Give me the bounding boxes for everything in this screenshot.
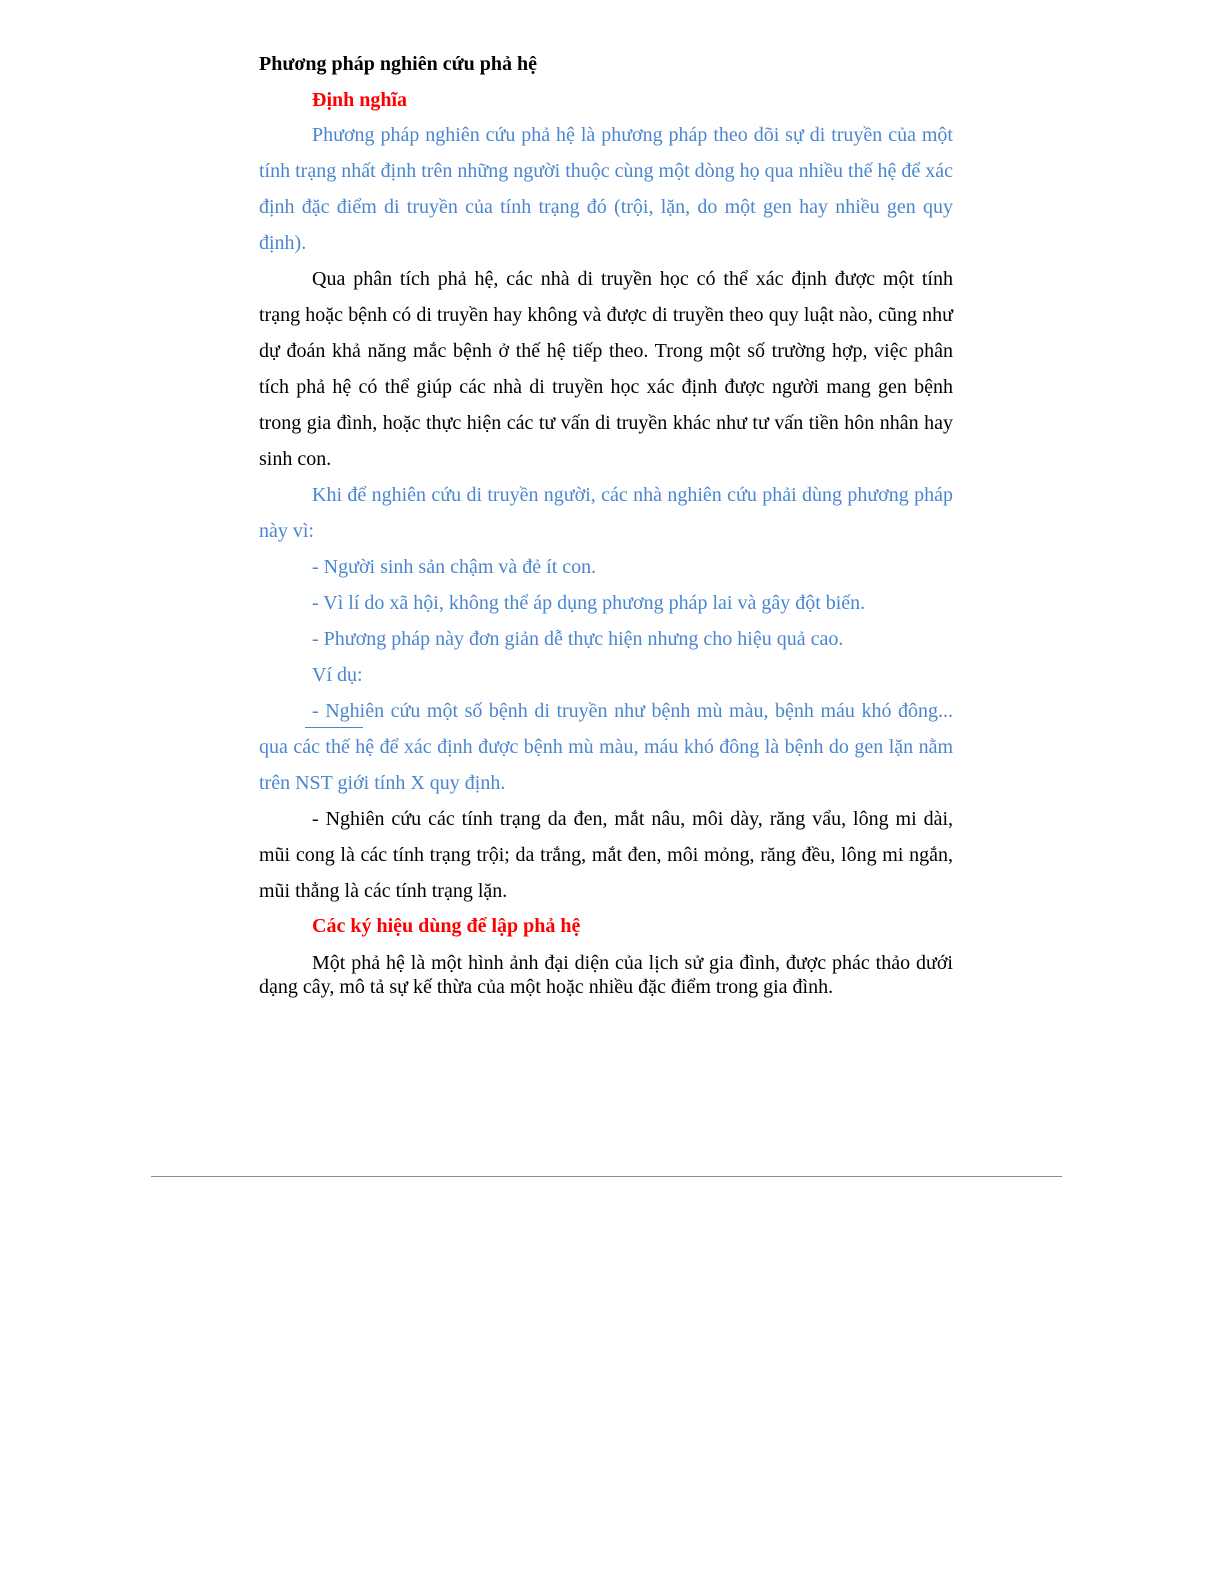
document-body [259, 48, 953, 999]
reason-intro-paragraph: Khi để nghiên cứu di truyền người, các nhà nghiên cứu phải dùng phương pháp này vì: [259, 484, 953, 542]
analysis-paragraph: Qua phân tích phả hệ, các nhà di truyền học có thể xác định được một tính trạng hoặc bệnh có di truyền hay không và được di truyền theo quy luật nào, cũng như dự đoán khả năng mắc bệnh ở thế hệ tiếp theo. Trong một số trường hợp, việc phân tích phả hệ có thể giúp các nhà di truyền học xác định được người mang gen bệnh trong gia đình, hoặc thực hiện các tư vấn di truyền khác như tư vấn tiền hôn nhân hay sinh con. [259, 268, 953, 470]
section-heading-symbols: Các ký hiệu dùng để lập phả hệ [312, 915, 581, 937]
reason-item: - Người sinh sản chậm và đẻ ít con. [312, 556, 597, 578]
footer-divider [151, 1176, 1062, 1177]
pedigree-intro-paragraph: Một phả hệ là một hình ảnh đại diện của lịch sử gia đình, được phác thảo dưới dạng cây, mô tả sự kế thừa của một hoặc nhiều đặc điểm trong gia đình. [259, 952, 953, 998]
reason-item: - Phương pháp này đơn giản dễ thực hiện nhưng cho hiệu quả cao. [312, 628, 844, 650]
example-label: Ví dụ: [312, 664, 363, 686]
example-paragraph-1: - Nghiên cứu một số bệnh di truyền như bệnh mù màu, bệnh máu khó đông... qua các thế hệ để xác định được bệnh mù màu, máu khó đông là bệnh do gen lặn nằm trên NST giới tính X quy định. [259, 700, 953, 794]
section-heading-definition: Định nghĩa [312, 89, 408, 111]
document-title: Phương pháp nghiên cứu phả hệ [259, 53, 537, 75]
overline-mark [305, 727, 363, 728]
example-paragraph-2: - Nghiên cứu các tính trạng da đen, mắt nâu, môi dày, răng vẩu, lông mi dài, mũi cong là các tính trạng trội; da trắng, mắt đen, môi mỏng, răng đều, lông mi ngắn, mũi thẳng là các tính trạng lặn. [259, 808, 953, 902]
reason-item: - Vì lí do xã hội, không thể áp dụng phương pháp lai và gây đột biến. [312, 592, 866, 614]
definition-paragraph: Phương pháp nghiên cứu phả hệ là phương pháp theo dõi sự di truyền của một tính trạng nhất định trên những người thuộc cùng một dòng họ qua nhiều thế hệ để xác định đặc điểm di truyền của tính trạng đó (trội, lặn, do một gen hay nhiều gen quy định). [259, 124, 953, 254]
